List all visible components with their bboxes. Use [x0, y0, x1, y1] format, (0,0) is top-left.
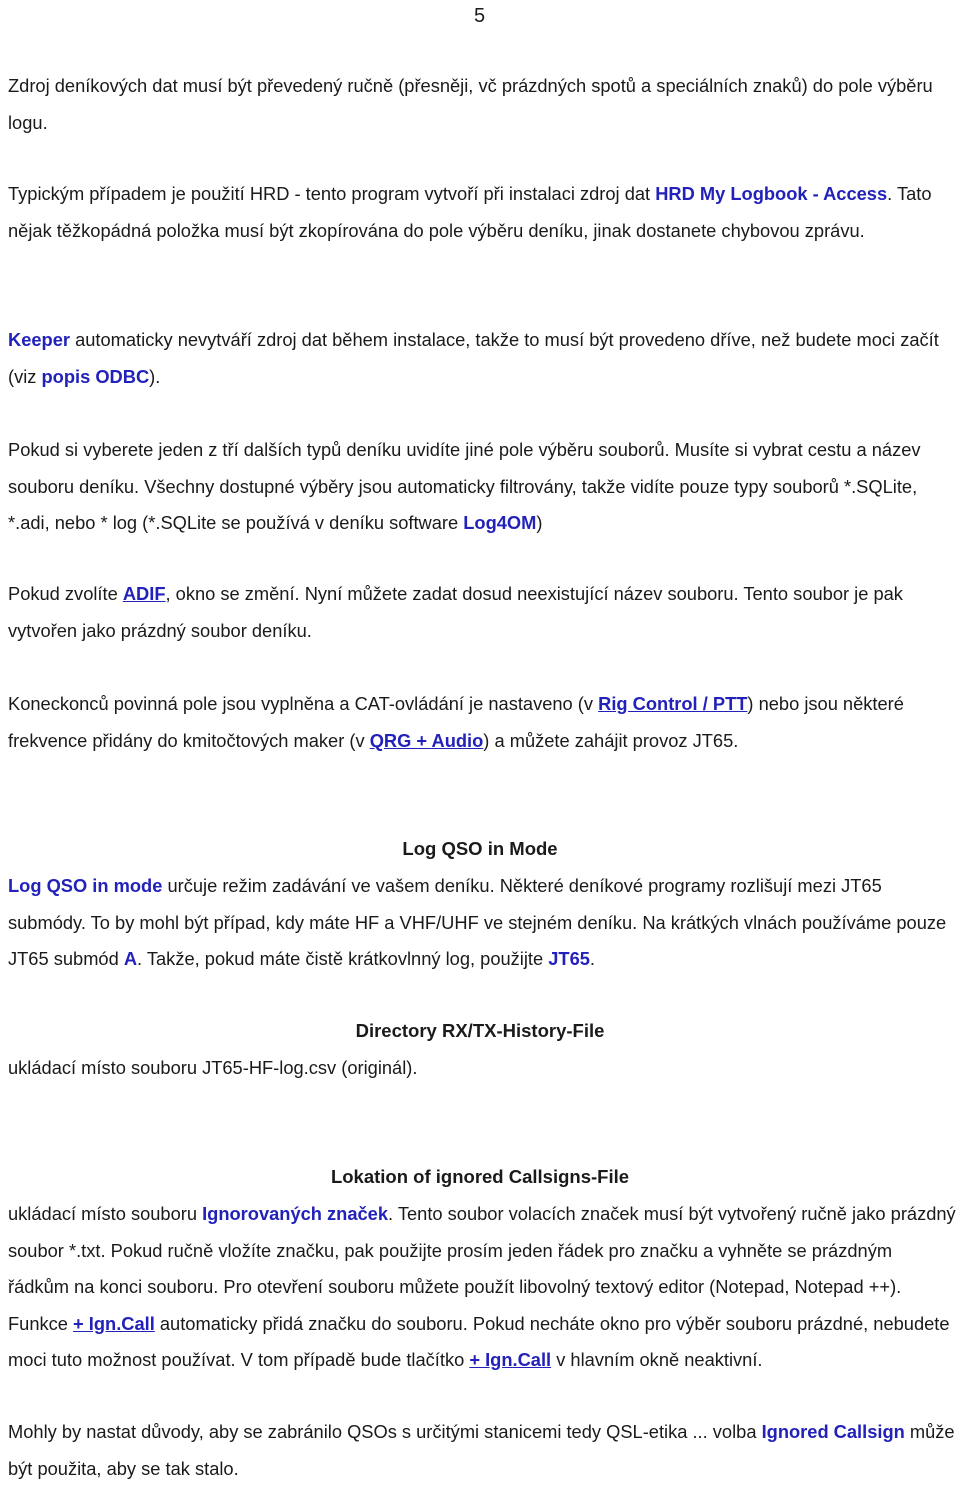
text-run: Typickým případem je použití HRD - tento program vytvoří při instalaci zdroj dat	[8, 183, 656, 204]
paragraph-hrd	[8, 176, 956, 249]
paragraph-logbook-source	[8, 68, 956, 141]
qrg-audio-link[interactable]: QRG + Audio	[369, 729, 484, 751]
highlight-jt65: JT65	[548, 948, 590, 969]
highlight-ignored-callsign: Ignored Callsign	[761, 1421, 905, 1442]
paragraph-keeper	[8, 322, 956, 395]
highlight-log4om: Log4OM	[463, 512, 537, 533]
text-run: automaticky přidá značku do souboru. Pokud necháte okno pro výběr souboru prázdné, nebudete moci tuto možnost používat. V tom případě bude tlačítko	[8, 1312, 950, 1370]
text-run: . Tento soubor volacích značek musí být vytvořený ručně jako prázdný soubor *.txt. Pokud ručně vložíte značku, pak použijte prosím jeden řádek pro značku a vyhněte se prázdným řádkům na konci souboru. Pro otevření souboru můžete použít libovolný textový editor (Notepad, Notepad ++). Funkce	[8, 1203, 956, 1334]
ign-call-link[interactable]: + Ign.Call	[73, 1312, 155, 1334]
paragraph-adif	[8, 576, 956, 649]
paragraph-file-types	[8, 432, 956, 542]
highlight-log-qso-in-mode: Log QSO in mode	[8, 875, 163, 896]
text-run: Pokud si vyberete jeden z tří dalších typů deníku uvidíte jiné pole výběru souborů. Musíte si vybrat cestu a název souboru deníku. Všechny dostupné výběry jsou automaticky filtrovány, takže vidíte pouze typy souborů *.SQLite, *.adi, nebo * log (*.SQLite se používá v deníku software	[8, 439, 921, 533]
paragraph-log-qso-mode	[8, 868, 956, 978]
heading-directory-history-file: Directory RX/TX-History-File	[355, 1020, 605, 1041]
text-run: ukládací místo souboru	[8, 1203, 203, 1224]
heading-ignored-callsigns-file: Lokation of ignored Callsigns-File	[330, 1166, 630, 1187]
text-run: určuje režim zadávání ve vašem deníku. Některé deníkové programy rozlišují mezi JT65 submódy. To by mohl být případ, kdy máte HF a VHF/UHF ve stejném deníku. Na krátkých vlnách používáme pouze JT65 submód	[8, 875, 947, 969]
text-run: ).	[149, 365, 161, 387]
paragraph-history-file	[8, 1050, 956, 1087]
highlight-ignored-callsigns: Ignorovaných značek	[202, 1203, 389, 1224]
text-run: . Tato nějak těžkopádná položka musí být zkopírována do pole výběru deníku, jinak dostanete chybovou zprávu.	[8, 183, 932, 241]
rig-control-ptt-link[interactable]: Rig Control / PTT	[598, 693, 748, 714]
ign-call-button-link[interactable]: + Ign.Call	[469, 1349, 552, 1370]
text-run: . Takže, pokud máte čistě krátkovlnný log, použijte	[137, 948, 549, 969]
text-run: ) a můžete zahájit provoz JT65.	[483, 729, 739, 751]
text-run: ) nebo jsou některé frekvence přidány do kmitočtových maker (v	[8, 693, 904, 751]
paragraph-cat-control	[8, 686, 956, 759]
adif-link[interactable]: ADIF	[122, 583, 166, 604]
highlight-keeper: Keeper	[8, 329, 70, 350]
text-run: Pokud zvolíte	[8, 583, 123, 604]
text-run: automaticky nevytváří zdroj dat během instalace, takže to musí být provedeno dříve, než budete moci začít (viz	[8, 329, 939, 387]
page-number: 5	[474, 5, 486, 27]
text-run: Koneckonců povinná pole jsou vyplněna a CAT-ovládání je nastaveno (v	[8, 693, 599, 714]
paragraph-qsl-ethics	[8, 1414, 956, 1487]
text-run: , okno se změní. Nyní můžete zadat dosud neexistující název souboru. Tento soubor je pak vytvořen jako prázdný soubor deníku.	[8, 583, 903, 641]
heading-log-qso-in-mode: Log QSO in Mode	[402, 838, 558, 859]
text-run: Zdroj deníkových dat musí být převedený ručně (přesněji, vč prázdných spotů a speciálních znaků) do pole výběru logu.	[8, 75, 933, 133]
highlight-hrd-logbook: HRD My Logbook - Access	[655, 183, 888, 204]
text-run: ukládací místo souboru JT65-HF-log.csv (originál).	[8, 1057, 418, 1078]
text-run: může být použita, aby se tak stalo.	[8, 1421, 955, 1479]
text-run: )	[536, 512, 543, 533]
paragraph-ignored-callsigns	[8, 1196, 956, 1379]
text-run: v hlavním okně neaktivní.	[551, 1349, 763, 1370]
text-run: .	[589, 948, 596, 969]
highlight-submode-a: A	[123, 948, 138, 969]
highlight-popis-odbc: popis ODBC	[41, 365, 150, 387]
text-run: Mohly by nastat důvody, aby se zabránilo QSOs s určitými stanicemi tedy QSL-etika ... volba	[8, 1421, 762, 1442]
